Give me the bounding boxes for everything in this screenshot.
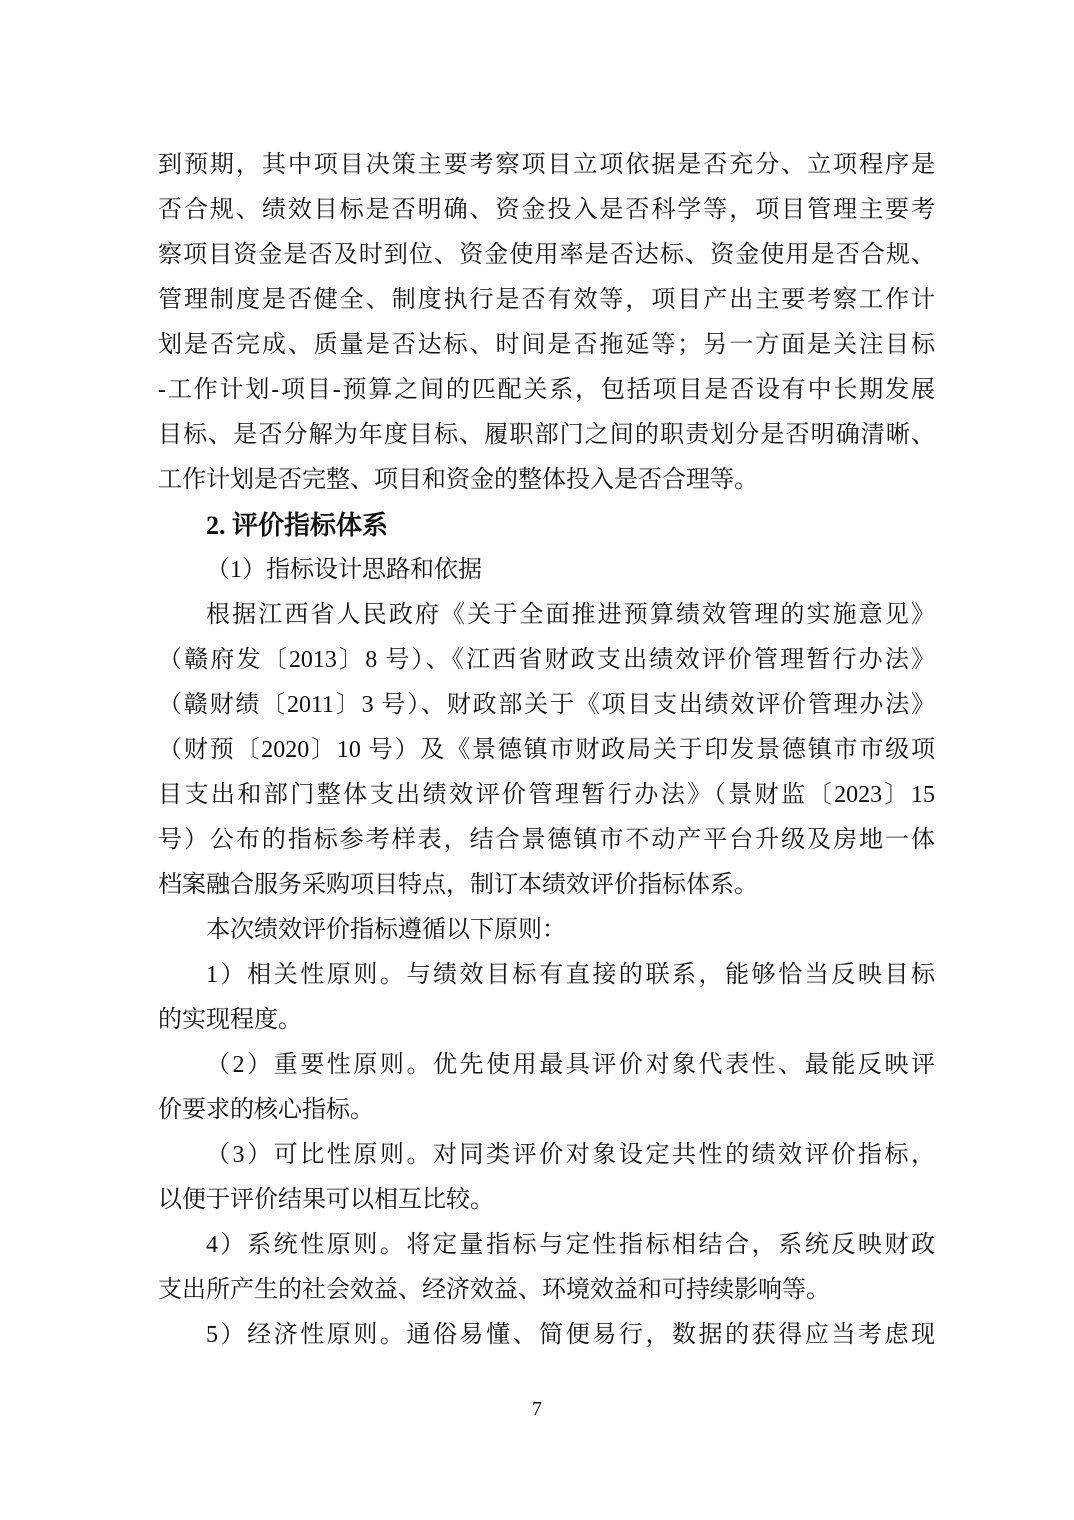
text-line: 察项目资金是否及时到位、资金使用率是否达标、资金使用是否合规、: [158, 242, 935, 268]
text-line: 4）系统性原则。将定量指标与定性指标相结合，系统反映财政: [206, 1232, 935, 1258]
page-number: 7: [532, 1398, 542, 1420]
text-line: 目标、是否分解为年度目标、履职部门之间的职责划分是否明确清晰、: [158, 422, 935, 448]
text-line: （1）指标设计思路和依据: [206, 557, 482, 583]
text-line: 管理制度是否健全、制度执行是否有效等，项目产出主要考察工作计: [158, 287, 935, 313]
text-line: 价要求的核心指标。: [158, 1097, 374, 1123]
text-line: 到预期，其中项目决策主要考察项目立项依据是否充分、立项程序是: [158, 152, 935, 178]
text-line: 根据江西省人民政府《关于全面推进预算绩效管理的实施意见》: [206, 602, 935, 628]
text-line: 目支出和部门整体支出绩效评价管理暂行办法》（景财监〔2023〕15: [158, 782, 935, 808]
text-line: 本次绩效评价指标遵循以下原则：: [206, 917, 566, 943]
text-line: 的实现程度。: [158, 1007, 302, 1033]
text-line: 否合规、绩效目标是否明确、资金投入是否科学等，项目管理主要考: [158, 197, 935, 223]
text-line: 以便于评价结果可以相互比较。: [158, 1187, 494, 1213]
text-line: 5）经济性原则。通俗易懂、简便易行，数据的获得应当考虑现: [206, 1322, 935, 1348]
text-line: 工作计划是否完整、项目和资金的整体投入是否合理等。: [158, 467, 758, 493]
text-line: （赣财绩〔2011〕3 号）、财政部关于《项目支出绩效评价管理办法》: [158, 692, 935, 718]
text-line: 档案融合服务采购项目特点，制订本绩效评价指标体系。: [158, 872, 758, 898]
text-line: 1）相关性原则。与绩效目标有直接的联系，能够恰当反映目标: [206, 962, 935, 988]
text-line: （赣府发〔2013〕8 号）、《江西省财政支出绩效评价管理暂行办法》: [158, 647, 935, 673]
text-line: 划是否完成、质量是否达标、时间是否拖延等；另一方面是关注目标: [158, 332, 935, 358]
text-line: （3）可比性原则。对同类评价对象设定共性的绩效评价指标，: [206, 1142, 935, 1168]
text-line: 支出所产生的社会效益、经济效益、环境效益和可持续影响等。: [158, 1277, 830, 1303]
text-line: （2）重要性原则。优先使用最具评价对象代表性、最能反映评: [206, 1052, 935, 1078]
text-line: （财预〔2020〕10 号）及《景德镇市财政局关于印发景德镇市市级项: [158, 737, 935, 763]
section-heading: 2. 评价指标体系: [206, 511, 389, 540]
page-body: [158, 143, 935, 1358]
text-line: -工作计划-项目-预算之间的匹配关系，包括项目是否设有中长期发展: [158, 377, 935, 403]
text-line: 号）公布的指标参考样表，结合景德镇市不动产平台升级及房地一体: [158, 827, 935, 853]
